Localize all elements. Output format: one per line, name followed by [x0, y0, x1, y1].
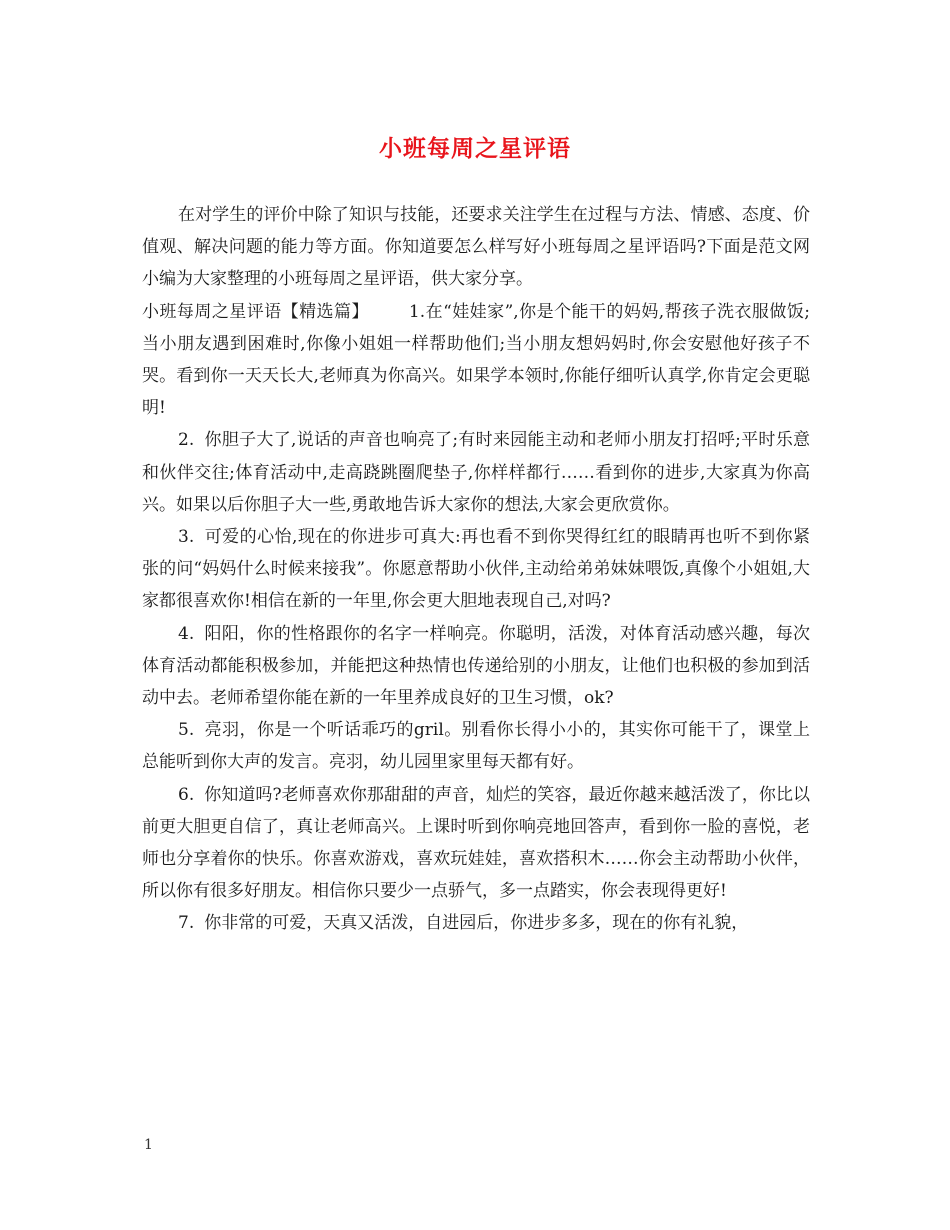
list-item-7 — [142, 907, 810, 939]
list-item-4 — [142, 618, 810, 715]
list-item-6 — [142, 779, 810, 908]
item-text: 你胆子大了,说话的声音也响亮了;有时来园能主动和老师小朋友打招呼;平时乐意和伙伴交往;体育活动中,走高跷跳圈爬垫子,你样样都行……看到你的进步,大家真为你高兴。如果以后你胆子大一些,勇敢地告诉大家你的想法,大家会更欣赏你。 — [142, 430, 810, 515]
item-text: 阳阳，你的性格跟你的名字一样响亮。你聪明，活泼，对体育活动感兴趣，每次体育活动都能积极参加，并能把这种热情也传递给别的小朋友，让他们也积极的参加到活动中去。老师希望你能在新的一年里养成良好的卫生习惯，ok? — [142, 623, 810, 709]
item-text: 亮羽，你是一个听话乖巧的gril。别看你长得小小的，其实你可能干了，课堂上总能听到你大声的发言。亮羽，幼儿园里家里每天都有好。 — [142, 720, 810, 773]
item-number: 5. — [178, 720, 195, 741]
item-number: 4. — [178, 623, 195, 644]
item-text: 可爱的心怡,现在的你进步可真大:再也看不到你哭得红红的眼睛再也听不到你紧张的问“妈妈什么时候来接我”。你愿意帮助小伙伴,主动给弟弟妹妹喂饭,真像个小姐姐,大家都很喜欢你!相信在新的一年里,你会更大胆地表现自己,对吗? — [142, 527, 810, 612]
item-number: 6. — [178, 784, 195, 805]
item-text: 在“娃娃家”,你是个能干的妈妈,帮孩子洗衣服做饭;当小朋友遇到困难时,你像小姐姐一样帮助他们;当小朋友想妈妈时,你会安慰他好孩子不哭。看到你一天天长大,老师真为你高兴。如果学本领时,你能仔细听认真学,你肯定会更聪明! — [142, 301, 810, 419]
item-number: 3. — [178, 527, 195, 548]
list-item-3 — [142, 521, 810, 618]
document-body — [142, 199, 810, 940]
item-text: 你非常的可爱，天真又活泼，自进园后，你进步多多，现在的你有礼貌， — [204, 913, 749, 934]
intro-paragraph: 在对学生的评价中除了知识与技能，还要求关注学生在过程与方法、情感、态度、价值观、解决问题的能力等方面。你知道要怎么样写好小班每周之星评语吗?下面是范文网小编为大家整理的小班每周之星评语，供大家分享。 — [142, 205, 810, 290]
list-item-1 — [142, 296, 810, 425]
item-number: 7. — [178, 913, 195, 934]
page-number: 1 — [144, 1137, 153, 1153]
item-text: 你知道吗?老师喜欢你那甜甜的声音，灿烂的笑容，最近你越来越活泼了，你比以前更大胆更自信了，真让老师高兴。上课时听到你响亮地回答声，看到你一脸的喜悦，老师也分享着你的快乐。你喜欢游戏，喜欢玩娃娃，喜欢搭积木……你会主动帮助小伙伴，所以你有很多好朋友。相信你只要少一点骄气，多一点踏实，你会表现得更好! — [142, 784, 810, 902]
item-number: 2. — [178, 430, 195, 451]
document-title: 小班每周之星评语 — [379, 135, 571, 162]
list-item-2 — [142, 424, 810, 521]
list-item-5 — [142, 714, 810, 778]
section-label: 小班每周之星评语【精选篇】 — [142, 301, 369, 322]
item-number: 1. — [408, 301, 426, 322]
